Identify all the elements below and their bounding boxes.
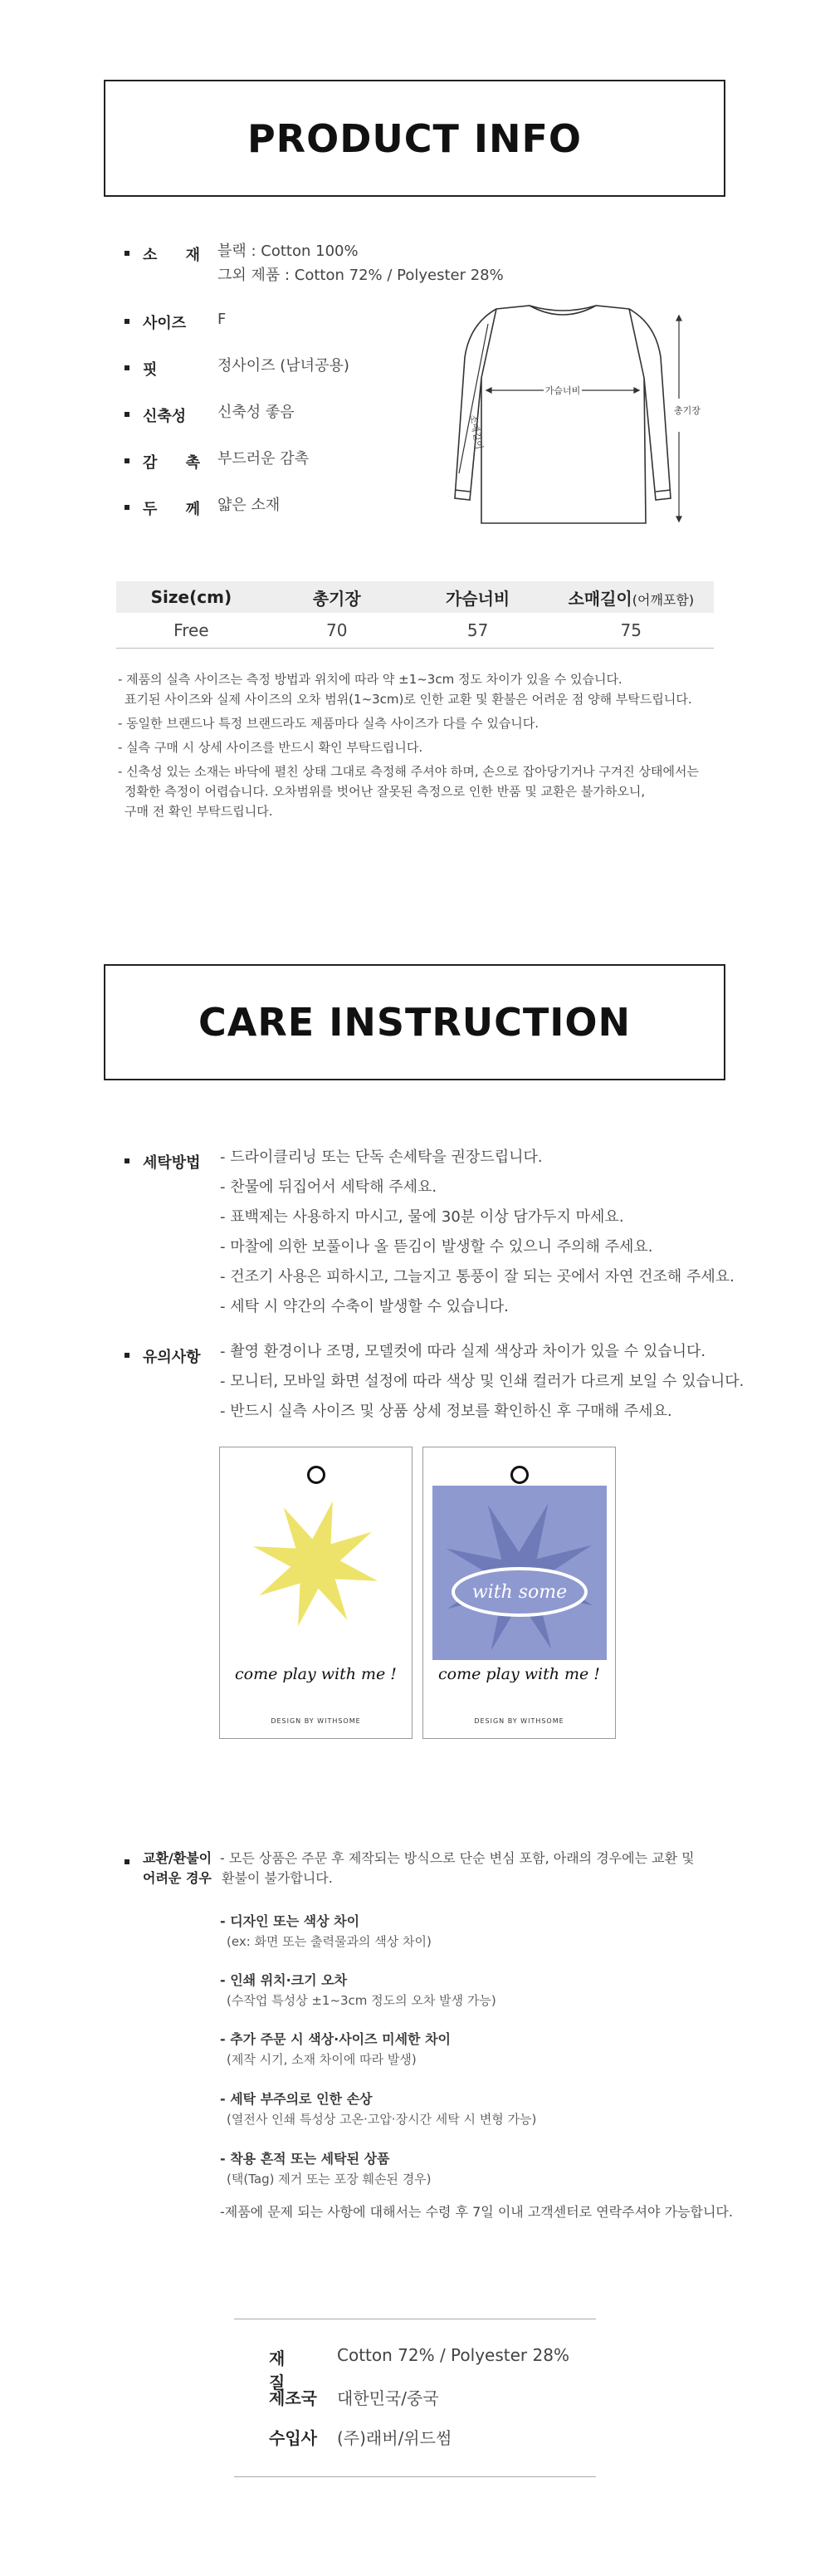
exchange-intro-line: - 모든 상품은 주문 후 제작되는 방식으로 단순 변심 포함, 아래의 경우에는 교환 및 [220, 1850, 695, 1866]
tag-hole-icon [307, 1466, 325, 1484]
table-cell: 57 [408, 613, 549, 649]
list-item: - 찬물에 뒤집어서 세탁해 주세요. [220, 1178, 437, 1196]
list-item: - 반드시 실측 사이즈 및 상품 상세 정보를 확인하신 후 구매해 주세요. [220, 1403, 672, 1420]
country-value: 대한민국/중국 [337, 2388, 439, 2408]
exchange-item [220, 1971, 496, 2010]
bullet-icon [124, 458, 129, 463]
spec-row-size [124, 311, 226, 333]
spec-label: 감 촉 [143, 454, 212, 472]
note-line: - 신축성 있는 소재는 바닥에 펼친 상태 그대로 측정해 주셔야 하며, 손으로 잡아당기거나 구겨진 상태에서는 정확한 측정이 어렵습니다. 오차범위를 벗어난 잘못된 측정으로 인한 반품 및 교환은 불가하오니, 구매 전 확인 부탁드립니다. [118, 764, 700, 819]
caution-label: 유의사항 [143, 1349, 201, 1366]
bullet-icon [124, 251, 129, 256]
country-label: 제조국 [269, 2388, 317, 2408]
list-item: - 마찰에 의한 보풀이나 올 뜯김이 발생할 수 있으니 주의해 주세요. [220, 1238, 653, 1256]
product-info-title-box [104, 80, 725, 197]
spec-row-fit [124, 358, 349, 380]
sleeve-header-label: 소매길이 [568, 588, 632, 609]
spec-label: 사이즈 [143, 315, 187, 332]
bullet-icon [124, 505, 129, 510]
exchange-intro [220, 1849, 695, 1888]
table-cell: Free [116, 613, 266, 649]
bullet-icon [124, 1859, 129, 1864]
washing-list [220, 1143, 735, 1322]
list-item: - 모니터, 모바일 화면 설정에 따라 색상 및 인쇄 컬러가 다르게 보일 수 있습니다. [220, 1373, 745, 1390]
size-table [116, 581, 714, 649]
spec-value: 얇은 소재 [217, 497, 281, 514]
exchange-item-title: - 인쇄 위치·크기 오차 [220, 1972, 348, 1988]
chest-label: 가슴너비 [544, 385, 581, 396]
importer-row [269, 2425, 452, 2449]
card-message: come play with me ! [235, 1665, 397, 1683]
exchange-label-line: 교환/환불이 [143, 1850, 212, 1866]
list-item: - 건조기 사용은 피하시고, 그늘지고 통풍이 잘 되는 곳에서 자연 건조해 주세요. [220, 1268, 735, 1286]
card-design-credit: DESIGN BY WITHSOME [271, 1717, 361, 1725]
exchange-item-title: - 세탁 부주의로 인한 손상 [220, 2091, 373, 2107]
chest-header: 가슴너비 [408, 581, 549, 613]
bullet-icon [124, 1353, 129, 1358]
exchange-item [220, 2149, 432, 2189]
exchange-heading [124, 1852, 234, 1888]
sleeve-label: 소매길이 [467, 414, 485, 451]
spec-value [217, 239, 504, 287]
spec-row-touch [124, 451, 309, 473]
exchange-item-desc: (제작 시기, 소재 차이에 따라 발생) [227, 2052, 417, 2067]
importer-value: (주)래버/위드썸 [337, 2428, 452, 2448]
note-line: - 실측 구매 시 상세 사이즈를 반드시 확인 부탁드립니다. [118, 740, 423, 755]
exchange-label-line: 어려운 경우 [143, 1870, 212, 1886]
list-item: - 드라이클리닝 또는 단독 손세탁을 권장드립니다. [220, 1148, 543, 1166]
exchange-item-title: - 추가 주문 시 색상·사이즈 미세한 차이 [220, 2031, 451, 2047]
caution-list [220, 1337, 744, 1427]
bullet-icon [124, 1158, 129, 1163]
divider [234, 2476, 596, 2477]
sleeve-header [549, 581, 714, 613]
spec-label: 두 께 [143, 501, 212, 518]
length-label: 총기장 [674, 405, 701, 416]
spec-row-thickness [124, 497, 280, 519]
material-label: 재 질 [269, 2348, 300, 2392]
list-item: - 표백제는 사용하지 마시고, 물에 30분 이상 담가두지 마세요. [220, 1208, 624, 1226]
spec-value: F [217, 311, 227, 328]
size-table-header [116, 581, 714, 613]
washing-label: 세탁방법 [143, 1154, 201, 1172]
exchange-item [220, 2089, 536, 2129]
care-instruction-title: CARE INSTRUCTION [198, 1000, 631, 1045]
card-design-credit: DESIGN BY WITHSOME [474, 1717, 564, 1725]
note-line: - 동일한 브랜드나 특정 브랜드라도 제품마다 실측 사이즈가 다를 수 있습니다. [118, 716, 540, 731]
spec-value: 신축성 좋음 [217, 404, 295, 421]
table-cell: 75 [549, 613, 714, 649]
spec-row-stretch [124, 404, 295, 426]
spec-label: 핏 [143, 361, 158, 379]
shirt-outline [455, 306, 671, 523]
hang-tag-card-star [219, 1447, 413, 1739]
spec-label: 소 재 [143, 247, 212, 264]
card-message: come play with me ! [438, 1665, 600, 1683]
list-item: - 촬영 환경이나 조명, 모델컷에 따라 실제 색상과 차이가 있을 수 있습니다. [220, 1343, 706, 1360]
spec-value: 정사이즈 (남녀공용) [217, 357, 349, 375]
care-instruction-title-box [104, 964, 725, 1080]
exchange-item-desc: (수작업 특성상 ±1~3cm 정도의 오차 발생 가능) [227, 1993, 496, 2008]
exchange-item-title: - 디자인 또는 색상 차이 [220, 1913, 360, 1929]
washing-heading [124, 1151, 221, 1173]
exchange-item-desc: (열전사 인쇄 특성상 고온·고압·장시간 세탁 시 변형 가능) [227, 2112, 537, 2127]
bullet-icon [124, 365, 129, 370]
exchange-item-desc: (ex: 화면 또는 출력물과의 색상 차이) [227, 1934, 432, 1949]
product-info-title: PRODUCT INFO [247, 115, 583, 161]
spec-value: 부드러운 감촉 [217, 450, 310, 468]
note-line: - 제품의 실측 사이즈는 측정 방법과 위치에 따라 약 ±1~3cm 정도 차이가 있을 수 있습니다. 표기된 사이즈와 실제 사이즈의 오차 범위(1~3cm)로 인한 교환 및 환불은 어려운 점 양해 부탁드립니다. [118, 672, 692, 707]
blue-logo-box [432, 1486, 607, 1660]
with-some-logo-text: with some [471, 1582, 568, 1603]
bullet-icon [124, 412, 129, 417]
exchange-item-title: - 착용 흔적 또는 세탁된 상품 [220, 2151, 390, 2167]
country-row [269, 2385, 439, 2409]
exchange-intro-line: 환불이 불가합니다. [222, 1870, 333, 1886]
exchange-item [220, 2030, 451, 2069]
bullet-icon [124, 319, 129, 324]
material-value: Cotton 72% / Polyester 28% [337, 2345, 569, 2365]
size-notes [118, 669, 715, 825]
size-header: Size(cm) [116, 581, 266, 613]
spec-value-line: 블랙 : Cotton 100% [217, 242, 359, 260]
list-item: - 세탁 시 약간의 수축이 발생할 수 있습니다. [220, 1298, 509, 1315]
spec-row-material [124, 243, 504, 287]
spec-value-line: 그외 제품 : Cotton 72% / Polyester 28% [217, 267, 504, 284]
table-cell: 70 [266, 613, 408, 649]
caution-heading [124, 1345, 221, 1367]
garment-size-diagram [438, 291, 701, 531]
table-row [116, 613, 714, 649]
tag-hole-icon [510, 1466, 529, 1484]
spec-label: 신축성 [143, 408, 187, 425]
hang-tag-card-withsome [422, 1447, 616, 1739]
exchange-item [220, 1912, 432, 1952]
exchange-item-desc: (택(Tag) 제거 또는 포장 훼손된 경우) [227, 2172, 432, 2187]
length-header: 총기장 [266, 581, 408, 613]
importer-label: 수입사 [269, 2428, 317, 2448]
sleeve-header-note: (어깨포함) [632, 591, 695, 608]
yellow-star-icon [253, 1493, 378, 1634]
exchange-footer: -제품에 문제 되는 사항에 대해서는 수령 후 7일 이내 고객센터로 연락주셔야 가능합니다. [220, 2204, 733, 2220]
